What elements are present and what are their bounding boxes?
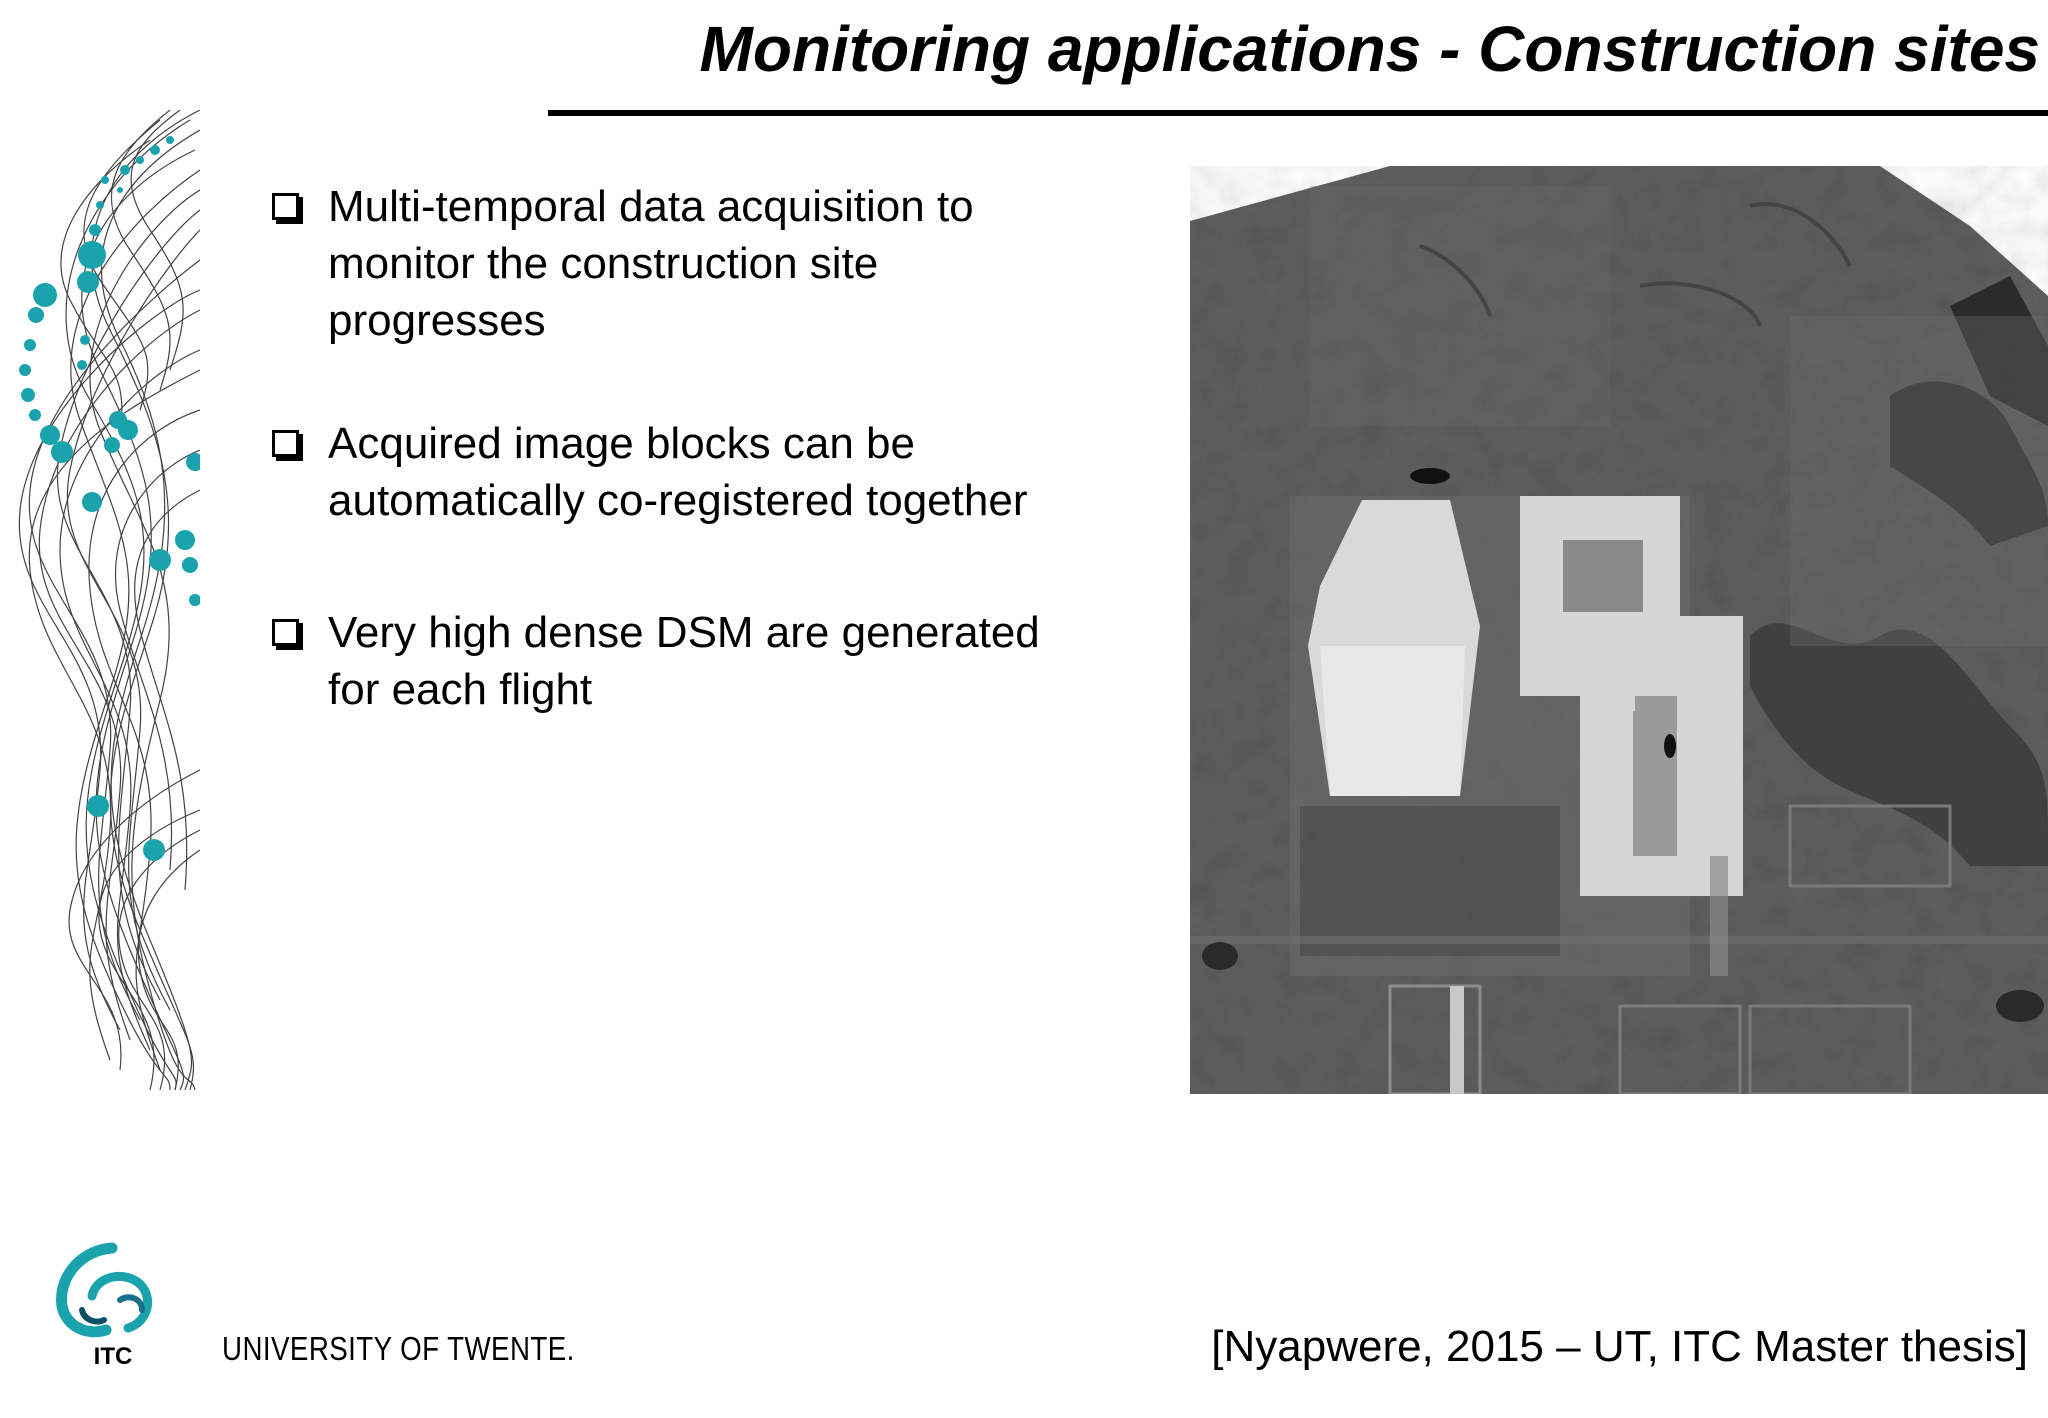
title-rule bbox=[548, 110, 2048, 116]
itc-logo-icon bbox=[52, 1240, 174, 1370]
dsm-image bbox=[1190, 166, 2048, 1094]
bullet-item bbox=[272, 415, 1132, 529]
bullet-line: progresses bbox=[328, 296, 546, 345]
flowing-lines-decoration bbox=[0, 110, 200, 1090]
bullet-line: automatically co-registered together bbox=[328, 476, 1028, 525]
checkbox-icon bbox=[272, 619, 299, 646]
logo-text: ITC bbox=[93, 1343, 133, 1370]
bullet-line: monitor the construction site bbox=[328, 239, 879, 288]
bullet-item bbox=[272, 178, 1132, 349]
slide-title: Monitoring applications - Construction sites bbox=[699, 13, 2040, 85]
bullet-item bbox=[272, 604, 1132, 718]
checkbox-icon bbox=[272, 430, 299, 457]
bullet-line: Acquired image blocks can be bbox=[328, 419, 915, 468]
bullet-line: for each flight bbox=[328, 665, 593, 714]
citation: [Nyapwere, 2015 – UT, ITC Master thesis] bbox=[1211, 1322, 2028, 1371]
bullet-line: Multi-temporal data acquisition to bbox=[328, 182, 974, 231]
bullet-line: Very high dense DSM are generated bbox=[328, 608, 1040, 657]
checkbox-icon bbox=[272, 193, 299, 220]
university-name: UNIVERSITY OF TWENTE. bbox=[222, 1330, 575, 1367]
bullet-list bbox=[272, 178, 1132, 718]
